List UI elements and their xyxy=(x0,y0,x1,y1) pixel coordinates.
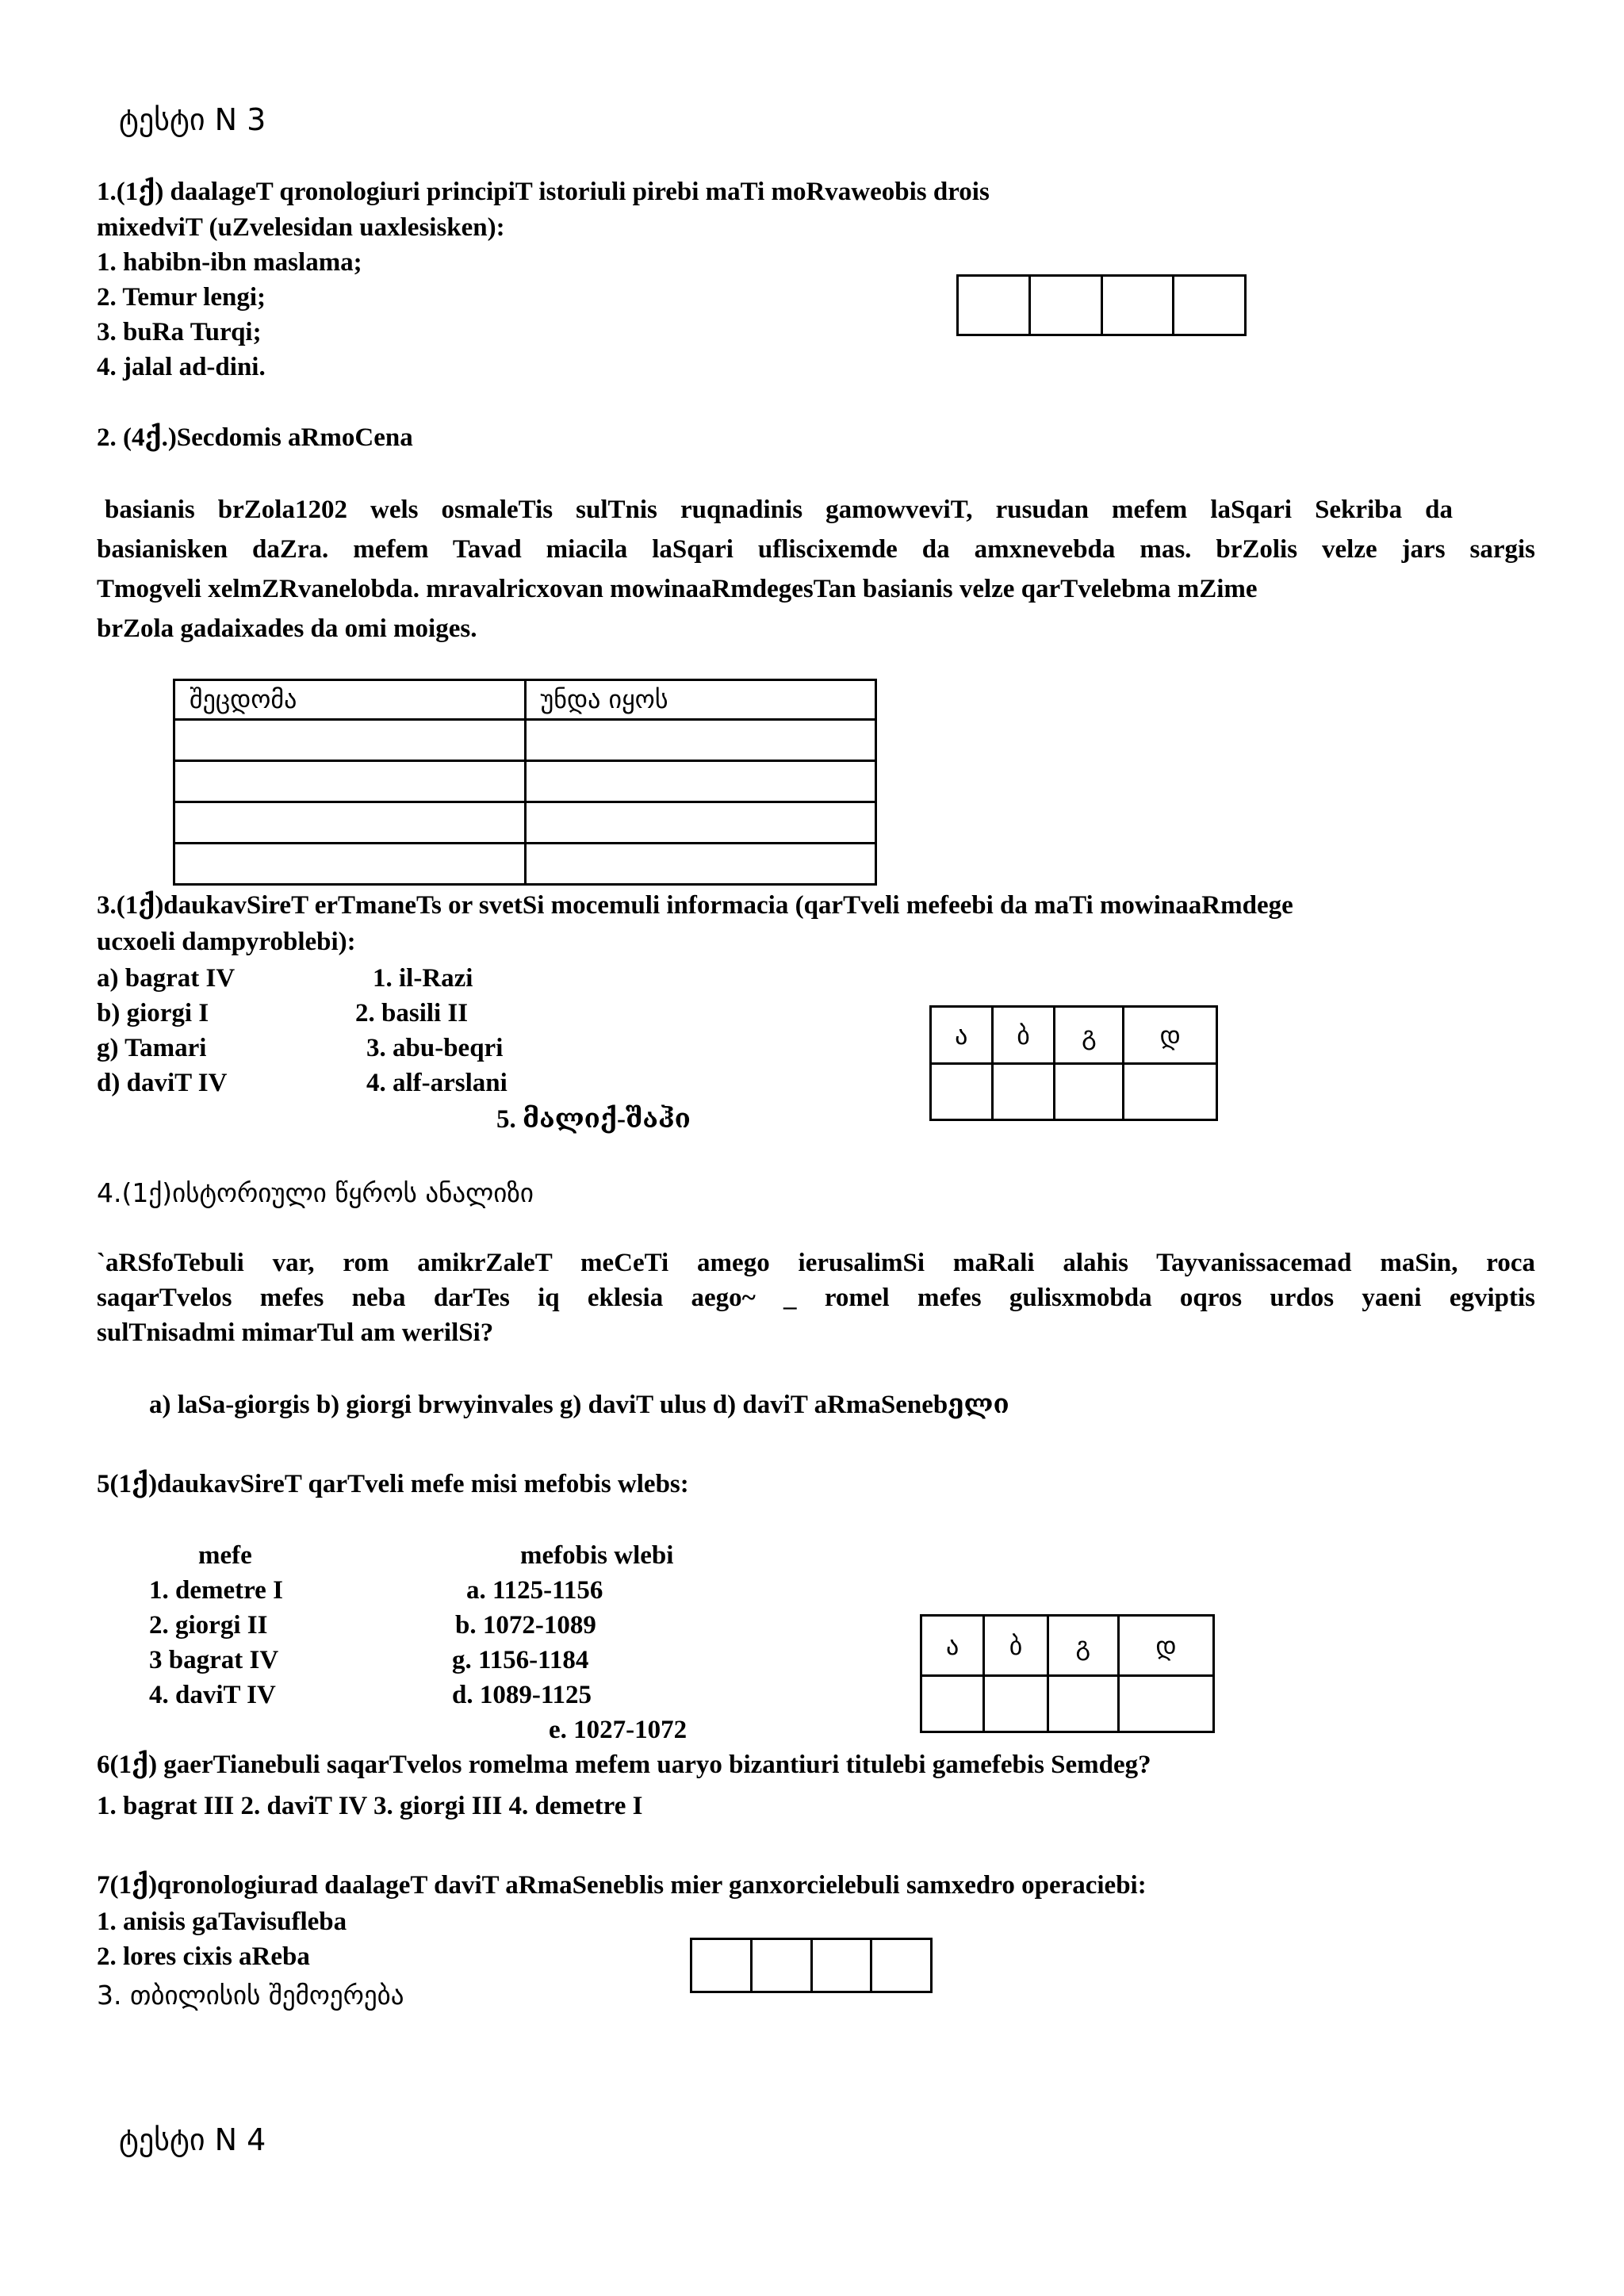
q2-col-header-correct: უნდა იყოს xyxy=(525,680,876,720)
q7-item: 2. lores cixis aReba xyxy=(97,1942,310,1971)
q5-grid-letter: ბ xyxy=(984,1616,1048,1676)
q7-item: 1. anisis gaTavisufleba xyxy=(97,1908,347,1936)
q5-years: b. 1072-1089 xyxy=(455,1611,596,1640)
q2-mistake-cell[interactable] xyxy=(174,761,526,802)
q5-answer-cell[interactable] xyxy=(1118,1676,1213,1732)
q4-text-line: saqarTvelos mefes neba darTes iq eklesia aego~ _ romel mefes gulisxmobda oqros urdos yaeni egviptis xyxy=(97,1284,1535,1312)
q5-answer-cell[interactable] xyxy=(921,1676,984,1732)
q1-prompt-line-1: 1.(1ქ) daalageT qronologiuri principiT istoriuli pirebi maTi moRvaweobis drois xyxy=(97,178,990,206)
test-3-title: ტესტი N 3 xyxy=(119,102,266,137)
q2-correct-cell[interactable] xyxy=(525,720,876,761)
q2-text-line: brZola gadaixades da omi moiges. xyxy=(97,614,477,643)
q7-answer-grid xyxy=(690,1938,933,1993)
q2-error-table xyxy=(173,679,877,886)
q5-answer-grid xyxy=(920,1614,1215,1733)
q3-right-item: 1. il-Razi xyxy=(373,964,473,993)
q3-right-item: 4. alf-arslani xyxy=(366,1069,508,1097)
q3-answer-grid xyxy=(929,1005,1218,1121)
q2-text-line: Tmogveli xelmZRvanelobda. mravalricxovan mowinaaRmdegesTan basianis velze qarTvelebma mZime xyxy=(97,575,1258,603)
q4-text-line: sulTnisadmi mimarTul am werilSi? xyxy=(97,1318,494,1347)
q3-right-item: 3. abu-beqri xyxy=(366,1034,504,1062)
q5-grid-letter: ა xyxy=(921,1616,984,1676)
q7-title: 7(1ქ)qronologiurad daalageT daviT aRmaSeneblis mier ganxorcielebuli samxedro operaciebi: xyxy=(97,1871,1147,1900)
q1-answer-cell[interactable] xyxy=(958,276,1030,335)
q3-left-item: b) giorgi I xyxy=(97,999,209,1027)
q7-answer-cell[interactable] xyxy=(751,1939,811,1992)
q1-answer-cell[interactable] xyxy=(1174,276,1246,335)
q1-item: 1. habibn-ibn maslama; xyxy=(97,248,362,277)
q6-title: 6(1ქ) gaerTianebuli saqarTvelos romelma mefem uaryo bizantiuri titulebi gamefebis Semdeg? xyxy=(97,1751,1151,1779)
q5-king: 1. demetre I xyxy=(149,1576,283,1605)
q2-correct-cell[interactable] xyxy=(525,844,876,885)
q5-king: 4. daviT IV xyxy=(149,1681,276,1709)
q3-answer-cell[interactable] xyxy=(931,1064,993,1120)
q3-right-item: 2. basili II xyxy=(355,999,469,1027)
q7-answer-cell[interactable] xyxy=(871,1939,932,1992)
q3-answer-cell[interactable] xyxy=(992,1064,1055,1120)
q2-title: 2. (4ქ.)Secdomis aRmoCena xyxy=(97,423,413,452)
q7-item: 3. თბილისის შემოერება xyxy=(97,1980,404,2011)
q5-col-header-years: mefobis wlebi xyxy=(520,1541,674,1570)
q5-years: e. 1027-1072 xyxy=(549,1716,688,1744)
q3-prompt-line-2: ucxoeli dampyroblebi): xyxy=(97,928,356,956)
q3-grid-letter: დ xyxy=(1124,1007,1217,1064)
q1-item: 2. Temur lengi; xyxy=(97,283,266,312)
q3-prompt-line-1: 3.(1ქ)daukavSireT erTmaneTs or svetSi mocemuli informacia (qarTveli mefeebi da maTi mowinaaRmdege xyxy=(97,891,1293,920)
q3-left-item: d) daviT IV xyxy=(97,1069,228,1097)
q5-king: 3 bagrat IV xyxy=(149,1646,279,1674)
q2-correct-cell[interactable] xyxy=(525,802,876,844)
q2-mistake-cell[interactable] xyxy=(174,802,526,844)
q1-answer-grid xyxy=(956,274,1247,336)
q1-answer-cell[interactable] xyxy=(1029,276,1101,335)
q3-grid-letter: გ xyxy=(1055,1007,1124,1064)
q1-item: 3. buRa Turqi; xyxy=(97,318,262,346)
q1-item: 4. jalal ad-dini. xyxy=(97,353,266,381)
q5-grid-letter: დ xyxy=(1118,1616,1213,1676)
q2-text-line: basianis brZola1202 wels osmaleTis sulTnis ruqnadinis gamowveviT, rusudan mefem laSqari Sekriba da xyxy=(105,496,1453,524)
q2-mistake-cell[interactable] xyxy=(174,720,526,761)
q6-options: 1. bagrat III 2. daviT IV 3. giorgi III 4. demetre I xyxy=(97,1792,643,1820)
q3-left-item: g) Tamari xyxy=(97,1034,207,1062)
q3-grid-letter: ა xyxy=(931,1007,993,1064)
q7-answer-cell[interactable] xyxy=(691,1939,752,1992)
q3-answer-cell[interactable] xyxy=(1055,1064,1124,1120)
q3-grid-letter: ბ xyxy=(992,1007,1055,1064)
q5-years: g. 1156-1184 xyxy=(452,1646,589,1674)
q1-answer-cell[interactable] xyxy=(1101,276,1174,335)
q2-col-header-mistake: შეცდომა xyxy=(174,680,526,720)
q5-answer-cell[interactable] xyxy=(984,1676,1048,1732)
q5-years: d. 1089-1125 xyxy=(452,1681,592,1709)
q4-title: 4.(1ქ)ისტორიული წყროს ანალიზი xyxy=(97,1177,534,1208)
q5-col-header-king: mefe xyxy=(198,1541,252,1570)
q2-text-line: basianisken daZra. mefem Tavad miacila laSqari ufliscixemde da amxnevebda mas. brZolis velze jars sargis xyxy=(97,535,1535,564)
q4-text-line: `aRSfoTebuli var, rom amikrZaleT meCeTi amego ierusalimSi maRali alahis Tayvanissacemad maSin, roca xyxy=(97,1249,1535,1277)
q1-prompt-line-2: mixedviT (uZvelesidan uaxlesisken): xyxy=(97,213,505,242)
q3-right-item: 5. მალიქ-შაჰი xyxy=(496,1105,691,1134)
q2-mistake-cell[interactable] xyxy=(174,844,526,885)
q3-left-item: a) bagrat IV xyxy=(97,964,236,993)
q5-years: a. 1125-1156 xyxy=(466,1576,603,1605)
q5-king: 2. giorgi II xyxy=(149,1611,268,1640)
q4-options: a) laSa-giorgis b) giorgi brwyinvales g) daviT ulus d) daviT aRmaSenebელი xyxy=(149,1391,1009,1419)
q7-answer-cell[interactable] xyxy=(811,1939,871,1992)
q5-grid-letter: გ xyxy=(1048,1616,1118,1676)
q2-correct-cell[interactable] xyxy=(525,761,876,802)
test-4-title: ტესტი N 4 xyxy=(119,2122,266,2157)
q5-answer-cell[interactable] xyxy=(1048,1676,1118,1732)
q5-title: 5(1ქ)daukavSireT qarTveli mefe misi mefobis wlebs: xyxy=(97,1470,689,1498)
q3-answer-cell[interactable] xyxy=(1124,1064,1217,1120)
